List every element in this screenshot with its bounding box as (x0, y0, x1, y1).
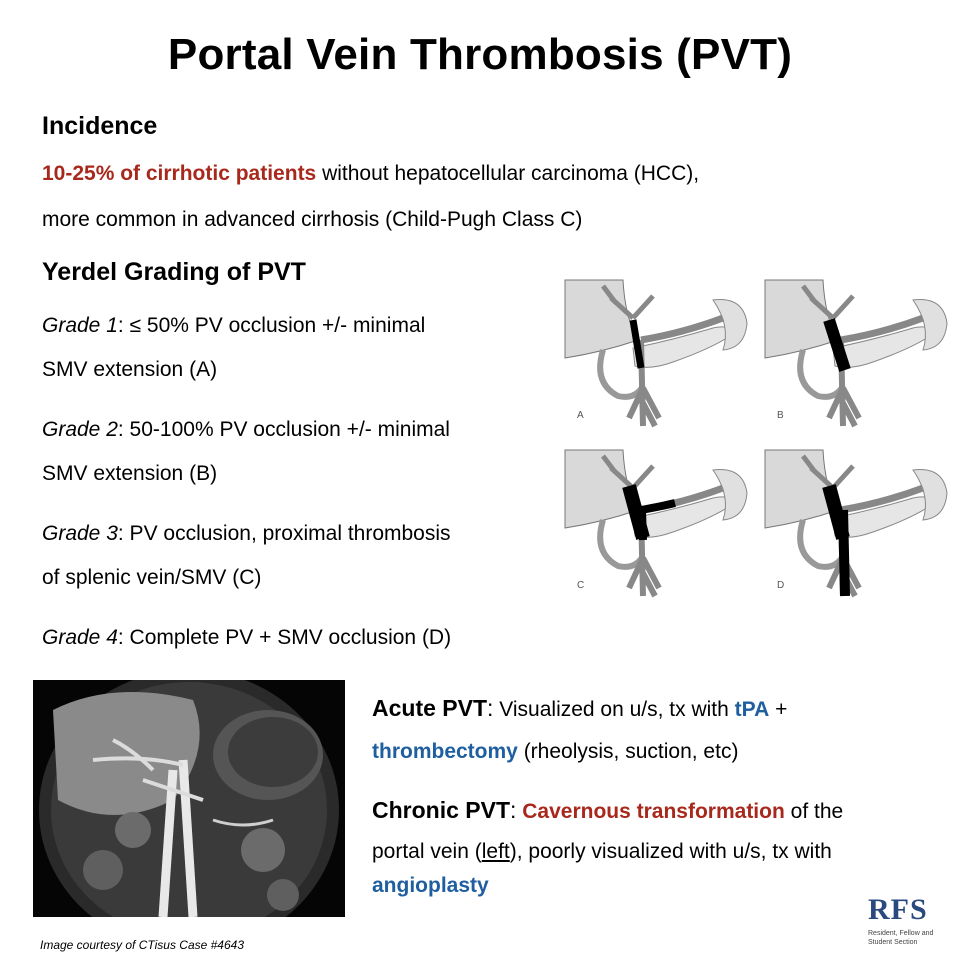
grade-1-text-b: SMV extension (A) (42, 358, 218, 381)
rfs-logo-subtitle: Resident, Fellow and Student Section (868, 930, 934, 946)
diagram-a (565, 280, 747, 426)
grade-1 (42, 304, 425, 392)
incidence-line-2: more common in advanced cirrhosis (Child-Pugh Class C) (42, 208, 583, 231)
incidence-heading: Incidence (42, 112, 158, 140)
diagram-b (765, 280, 947, 426)
diagram-d (765, 450, 947, 596)
grade-3-text-a: : PV occlusion, proximal thrombosis (117, 522, 451, 545)
chronic-text-2a: portal vein ( (372, 840, 482, 863)
yerdel-diagrams (563, 278, 953, 608)
diagram-b-label: B (777, 410, 784, 421)
thrombectomy-term: thrombectomy (372, 740, 518, 763)
grade-2-text-b: SMV extension (B) (42, 462, 218, 485)
incidence-highlight: 10-25% of cirrhotic patients (42, 162, 317, 185)
acute-text-1: Visualized on u/s, tx with (493, 698, 735, 721)
rfs-logo (868, 895, 942, 947)
grade-1-text-a: : ≤ 50% PV occlusion +/- minimal (117, 314, 426, 337)
chronic-line-3 (372, 864, 489, 908)
chronic-text-1: of the (784, 800, 844, 823)
grade-3-text-b: of splenic vein/SMV (C) (42, 566, 262, 589)
grade-4 (42, 616, 451, 660)
acute-lead: Acute PVT (372, 695, 488, 721)
acute-line-1 (372, 686, 787, 732)
cavernous-term: Cavernous transformation (522, 800, 785, 823)
diagram-c-label: C (577, 580, 585, 591)
image-caption: Image courtesy of CTisus Case #4643 (40, 938, 244, 952)
grade-2-label: Grade 2 (42, 418, 118, 441)
incidence-line1-rest: without hepatocellular carcinoma (HCC), (316, 162, 700, 185)
grade-2 (42, 408, 450, 496)
incidence-line-1 (42, 152, 699, 196)
chronic-line-1 (372, 788, 843, 834)
grade-1-label: Grade 1 (42, 314, 118, 337)
diagram-d-label: D (777, 580, 785, 591)
acute-line-2 (372, 730, 738, 774)
tpa-term: tPA (734, 698, 770, 721)
diagram-a-label: A (577, 410, 584, 421)
grade-2-text-a: : 50-100% PV occlusion +/- minimal (117, 418, 450, 441)
left-term: left (481, 840, 510, 863)
chronic-lead: Chronic PVT (372, 797, 511, 823)
yerdel-heading: Yerdel Grading of PVT (42, 258, 306, 286)
diagram-c (565, 450, 747, 596)
angioplasty-term: angioplasty (372, 874, 489, 897)
acute-plus: + (769, 698, 788, 721)
acute-text-2: (rheolysis, suction, etc) (517, 740, 739, 763)
acute-colon: : (487, 695, 494, 721)
page-title: Portal Vein Thrombosis (PVT) (167, 30, 793, 79)
grade-3-label: Grade 3 (42, 522, 118, 545)
rfs-logo-text: RFS (868, 893, 928, 926)
grade-4-label: Grade 4 (42, 626, 118, 649)
ct-image (33, 680, 345, 917)
chronic-colon: : (510, 797, 517, 823)
chronic-text-2b: ), poorly visualized with u/s, tx with (509, 840, 832, 863)
grade-4-text-a: : Complete PV + SMV occlusion (D) (117, 626, 452, 649)
grade-3 (42, 512, 451, 600)
